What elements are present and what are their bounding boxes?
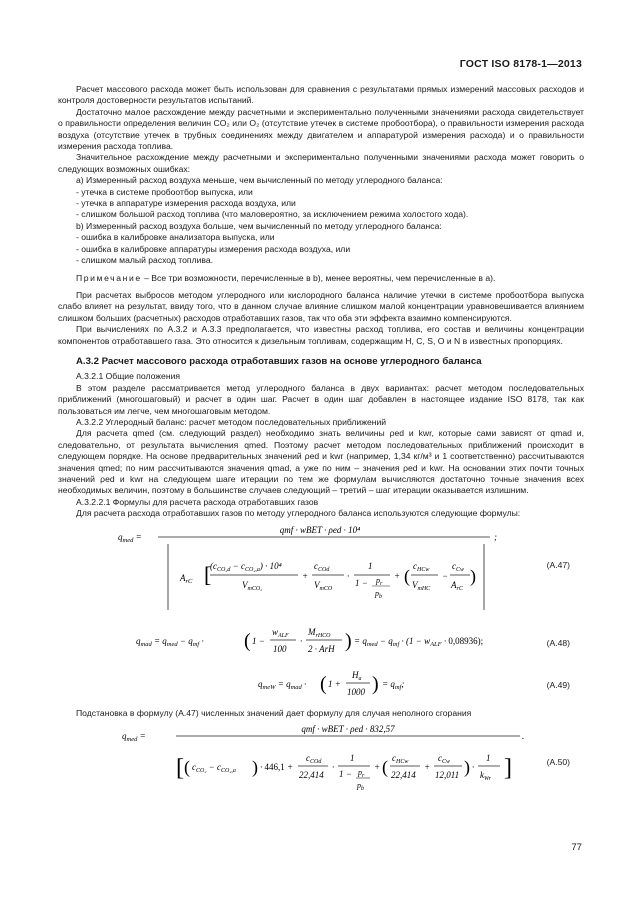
svg-text:): ): [372, 672, 379, 695]
equation-number: (А.47): [546, 559, 570, 570]
svg-text:cCOd: $c_{COd}$: [306, 753, 322, 766]
equation-a47-graphic: [58, 524, 584, 616]
svg-text:22,414: 22,414: [391, 770, 416, 781]
svg-text:qmad = qmed − qmf ·: $q_{mad} = q_{med} - q_{mf}$ ·: [136, 635, 204, 648]
svg-text:): ): [345, 629, 352, 652]
paragraph: Для расчета qmed (см. следующий раздел) необходимо знать величины ρed и kwr, которые сами зависят от qmad и, следовательно, от результата вычисления qmed. Поэтому расчет методом последовательных приближений происходит в следующем порядке. На основе предварительных значений ρed и kwr (например, 1,34 кг/м³ и 1 соответственно) рассчитываются значения qmed; по ним рассчитываются значения qmad, а уже по ним – значения ρed и kwr. На основании этих почти точных значений ρed и kwr на следующем шаге итерации по тем же формулам вычисляются достаточно точные значения всех необходимых величин, поэтому в большинстве случаев следующий – третий – шаг итерации оказывается излишним.: [58, 428, 584, 496]
svg-text:1000: 1000: [347, 686, 365, 697]
list-item: - утечка в системе пробоотбор выпуска, или: [76, 186, 253, 197]
svg-text:= qmed − qmf · (1 − wALF · 0,0: = $q_{med} - q_{mf} \cdot (1 - w_{ALF} \cdot 0,08936)$;: [354, 635, 484, 648]
list-item: - слишком большой расход топлива (что маловероятно, за исключением режима холостого хода).: [76, 209, 469, 220]
svg-text:·: ·: [347, 570, 350, 581]
svg-text:): ): [470, 565, 476, 586]
svg-text:VmCO: $V_{mCO}$: [314, 579, 333, 592]
svg-text:ArC: $A_{rC}$: [180, 572, 193, 585]
svg-text:1 −: 1 −: [355, 577, 368, 588]
equation-a48: [58, 620, 584, 660]
svg-text:·: ·: [332, 762, 335, 773]
equation-a49-graphic: [58, 664, 584, 702]
svg-text:pr: $p_r$: [376, 575, 383, 587]
list-item: - утечка в аппаратуре измерения расхода воздуха, или: [76, 198, 296, 209]
svg-text:(: (: [244, 629, 251, 652]
standard-header: ГОСТ ISO 8178-1—2013: [459, 58, 582, 70]
a47-numerator: qmf · wBET · ρed · 10⁴: [279, 524, 361, 535]
svg-text:1 −: 1 −: [252, 635, 265, 646]
svg-text:MrHCO: $M_{rHCO}$: [308, 626, 331, 639]
svg-text:+: +: [374, 762, 381, 773]
list-item: - слишком малый расход топлива.: [76, 255, 214, 266]
svg-text:+: +: [424, 762, 431, 773]
svg-text:): ): [464, 757, 470, 778]
paragraph: Расчет массового расхода может быть использован для сравнения с результатами прямых измерений массовых расходов и контроля достоверности результатов испытаний.: [58, 84, 584, 106]
svg-text:(: (: [184, 757, 190, 778]
svg-text:1 +: 1 +: [328, 678, 341, 689]
page-number: 77: [571, 842, 582, 853]
note-text: – Все три возможности, перечисленные в b), менее вероятны, чем перечисленные в a).: [141, 272, 496, 283]
svg-text:wALF: $w_{ALF}$: [272, 626, 289, 639]
svg-text:cHCw: $c_{HCw}$: [413, 560, 430, 573]
equation-number: (А.49): [546, 679, 570, 690]
subsection-title: А.3.2.1 Общие положения: [76, 371, 181, 382]
svg-text:(cCO₂d − cCO₂,a) · 10⁴: $(c_{CO_2d} - c_{CO_2,a}) \cdot 10^4$: [210, 560, 282, 573]
svg-text:1: 1: [350, 753, 355, 764]
paragraph: Для расчета расхода отработавших газов по методу углеродного баланса используются следующие формулы:: [76, 508, 521, 519]
svg-text:1: 1: [368, 560, 373, 571]
svg-text:cCw: $c_{Cw}$: [452, 560, 465, 573]
page-body: [58, 84, 584, 803]
list-item: - ошибка в калибровке аппаратуры измерения расхода воздуха, или: [76, 243, 351, 254]
svg-text:12,011: 12,011: [435, 770, 460, 781]
svg-text:−: −: [442, 570, 449, 581]
svg-text:1 −: 1 −: [339, 769, 352, 780]
equation-a47: [58, 524, 584, 616]
svg-text:cCw: $c_{Cw}$: [438, 753, 451, 766]
svg-text:1: 1: [486, 753, 491, 764]
paragraph: Подстановка в формулу (А.47) численных значений дает формулу для случая неполного сгорания: [76, 707, 472, 718]
svg-text:= qmf;: = $q_{mf}$;: [382, 678, 405, 691]
svg-text:(: (: [382, 757, 388, 778]
subsection-title: А.3.2.2 Углеродный баланс: расчет методом последовательных приближений: [76, 416, 387, 427]
paragraph: Достаточно малое расхождение между расчетными и экспериментально полученными значениями расхода свидетельствует о правильности определения величин CO₂ или O₂ (отсутствие утечек в системе пробоотбора), о правильности измерения расхода воздуха (отсутствие утечек в трубных соединениях между двигателем и аппаратурой измерения расхода) и о правильности измерения расхода топлива.: [58, 106, 584, 152]
svg-text:cHCw: $c_{HCw}$: [392, 753, 409, 766]
a50-numerator: qmf · wBET · ρed · 832,57: [301, 724, 395, 735]
svg-text:Ha: $H_a$: [352, 669, 362, 682]
equation-a50: [58, 723, 584, 801]
list-a-heading: a) Измеренный расход воздуха меньше, чем вычисленный по методу углеродного баланса:: [76, 175, 443, 186]
svg-text:(: (: [320, 672, 327, 695]
svg-text:;: ;: [494, 531, 497, 542]
svg-text:qmed =: $q_{med}$ =: [122, 731, 146, 744]
note-label: Примечание: [76, 272, 142, 283]
equation-a49: [58, 664, 584, 702]
subsection-title: А.3.2.2.1 Формулы для расчета расхода отработавших газов: [76, 496, 319, 507]
svg-text:2 · ArH: 2 · ArH: [308, 643, 335, 654]
equation-a48-graphic: [58, 620, 584, 660]
svg-text:22,414: 22,414: [299, 770, 324, 781]
list-b-heading: b) Измеренный расход воздуха больше, чем вычисленный по методу углеродного баланса:: [76, 220, 442, 231]
svg-text:(: (: [404, 565, 410, 586]
svg-text:+: +: [394, 570, 401, 581]
equation-number: (А.48): [546, 637, 570, 648]
svg-text:[: [: [176, 755, 184, 782]
svg-text:[: [: [204, 561, 212, 587]
equation-number: (А.50): [546, 757, 570, 768]
svg-text:100: 100: [273, 643, 287, 654]
section-title: А.3.2 Расчет массового расхода отработавших газов на основе углеродного баланса: [76, 355, 482, 367]
svg-text:cCOd: $c_{COd}$: [314, 560, 330, 573]
equation-a50-graphic: [58, 723, 584, 801]
svg-text:cCO₂ − cCO₂,a: $c_{CO_2} - c_{CO_2,a}$: [192, 762, 236, 775]
paragraph: При вычислениях по А.3.2 и А.3.3 предполагается, что известны расход топлива, его состав и величины концентрации компонентов отработавшего газа. Это относится к дизельным топливам, содержащим H, C, S, O и N в известных пропорциях.: [58, 324, 584, 346]
svg-text:): ): [252, 757, 258, 778]
svg-text:·: ·: [472, 762, 475, 773]
svg-text:pr: $p_r$: [358, 768, 365, 780]
svg-text:pb: $p_b$: [375, 588, 382, 600]
svg-text:qmed =: $q_{med}$ =: [118, 531, 142, 544]
svg-text:VmHC: $V_{mHC}$: [412, 579, 431, 592]
svg-text:kWr: $k_{Wr}$: [480, 770, 492, 783]
note: [58, 273, 584, 284]
svg-text:ArC: $A_{rC}$: [451, 579, 463, 592]
svg-text:pb: $p_b$: [357, 781, 364, 793]
paragraph: В этом разделе рассматривается метод углеродного баланса в двух вариантах: расчет методом последовательных приближений (многошаговый) и расчет в один шаг. Расчет в один шаг добавлен в настоящее издание ISO 8178, так как пользоваться им легче, чем многошаговым методом.: [58, 382, 584, 416]
paragraph: Значительное расхождение между расчетными и экспериментально полученными значениями расхода может говорить о следующих возможных ошибках:: [58, 152, 584, 174]
paragraph: При расчетах выбросов методом углеродного или кислородного баланса наличие утечки в системе пробоотбора выпуска слабо влияет на результат, ввиду того, что в данном случае влияние слишком малой концентрации уравновешивается влиянием слишком больших (расчетных) расходов отработавших газов, так что оба эти эффекта взаимно компенсируются.: [58, 289, 584, 323]
svg-text:.: .: [522, 731, 525, 742]
list-item: - ошибка в калибровке анализатора выпуска, или: [76, 232, 275, 243]
svg-text:qmeW = qmad ·: $q_{meW} = q_{mad}$ ·: [258, 678, 307, 691]
svg-text:· 446,1 +: · 446,1 +: [260, 762, 294, 773]
svg-text:]: ]: [504, 755, 512, 782]
svg-text:+: +: [302, 570, 309, 581]
svg-text:·: ·: [300, 635, 303, 646]
svg-text:VmCO₂: $V_{mCO_2}$: [242, 579, 263, 592]
